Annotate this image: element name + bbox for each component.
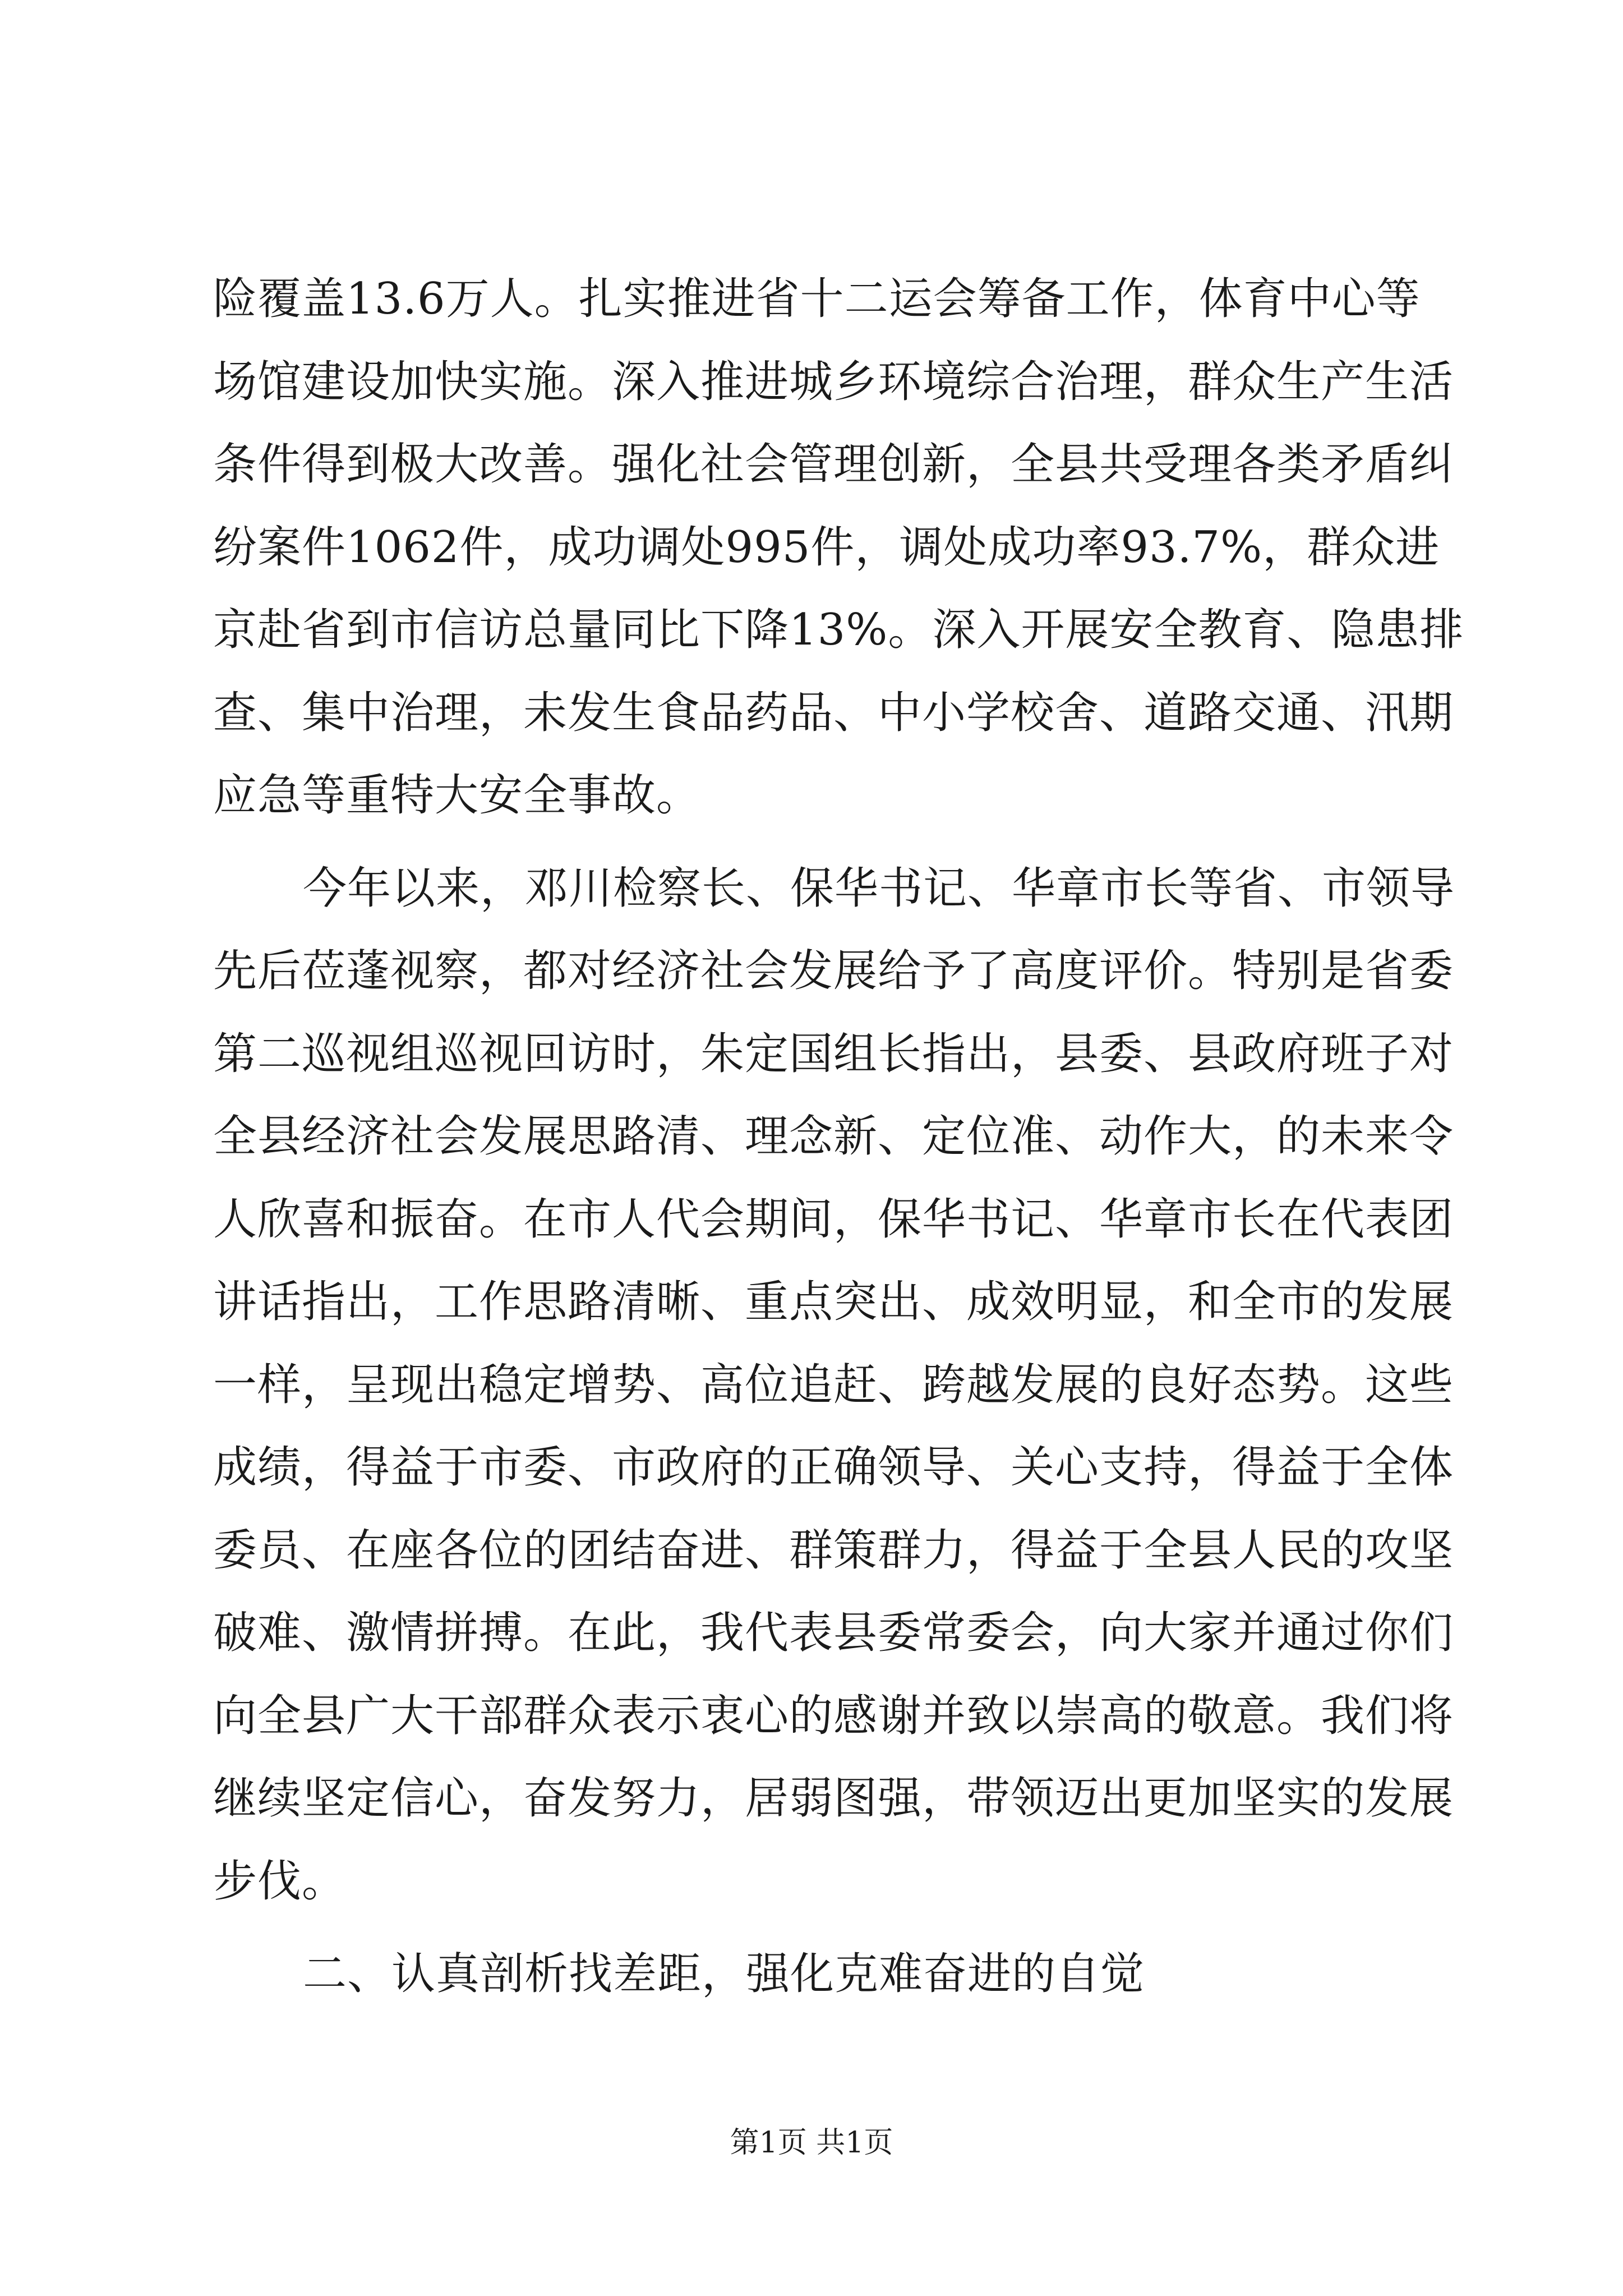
text-line: 先后莅蓬视察，都对经济社会发展给予了高度评价。特别是省委 [213, 946, 1454, 996]
text-line: 第二巡视组巡视回访时，朱定国组长指出，县委、县政府班子对 [213, 1028, 1454, 1079]
text-line: 委员、在座各位的团结奋进、群策群力，得益于全县人民的攻坚 [213, 1525, 1454, 1576]
paragraph [213, 258, 1464, 838]
text-line: 场馆建设加快实施。深入推进城乡环境综合治理，群众生产生活 [213, 356, 1454, 407]
paragraph [213, 848, 1455, 1924]
text-line: 全县经济社会发展思路清、理念新、定位准、动作大，的未来令 [213, 1111, 1454, 1162]
text-line: 人欣喜和振奋。在市人代会期间，保华书记、华章市长在代表团 [213, 1194, 1454, 1245]
text-line: 查、集中治理，未发生食品药品、中小学校舍、道路交通、汛期 [213, 687, 1454, 738]
section-heading [213, 1933, 1419, 2016]
text-line: 讲话指出，工作思路清晰、重点突出、成效明显，和全市的发展 [213, 1277, 1454, 1327]
document-body [213, 258, 1464, 2016]
text-line: 破难、激情拼搏。在此，我代表县委常委会，向大家并通过你们 [213, 1608, 1454, 1658]
text-line: 条件得到极大改善。强化社会管理创新，全县共受理各类矛盾纠 [213, 439, 1454, 490]
text-line: 继续坚定信心，奋发努力，居弱图强，带领迈出更加坚实的发展 [213, 1773, 1454, 1824]
text-line: 一样，呈现出稳定增势、高位追赶、跨越发展的良好态势。这些 [213, 1359, 1454, 1410]
text-line: 向全县广大干部群众表示衷心的感谢并致以崇高的敬意。我们将 [213, 1690, 1454, 1741]
text-line: 今年以来，邓川检察长、保华书记、华章市长等省、市领导 [303, 863, 1455, 914]
text-line: 京赴省到市信访总量同比下降13%。深入开展安全教育、隐患排 [213, 605, 1464, 655]
text-line: 步伐。 [213, 1856, 347, 1907]
text-line: 纷案件1062件，成功调处995件，调处成功率93.7%，群众进 [213, 522, 1440, 573]
page-footer: 第1页 共1页 [730, 2126, 893, 2160]
text-line: 二、认真剖析找差距，强化克难奋进的自觉 [303, 1949, 1145, 1999]
text-line: 成绩，得益于市委、市政府的正确领导、关心支持，得益于全体 [213, 1442, 1454, 1493]
text-line: 应急等重特大安全事故。 [213, 770, 701, 821]
text-line: 险覆盖13.6万人。扎实推进省十二运会筹备工作，体育中心等 [213, 274, 1421, 324]
